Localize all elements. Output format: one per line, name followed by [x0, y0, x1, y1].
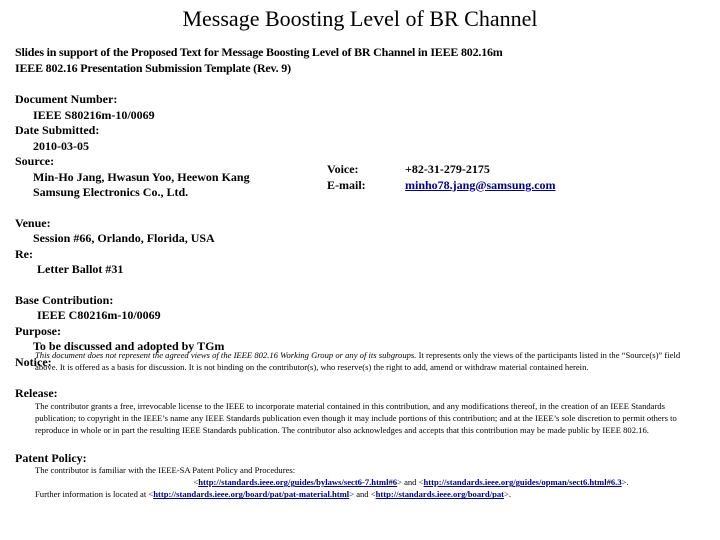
base-contribution-label: Base Contribution: — [15, 292, 114, 307]
purpose-label: Purpose: — [15, 323, 61, 338]
patent-bylaws-link[interactable]: http://standards.ieee.org/guides/bylaws/sect6-7.html#6 — [198, 477, 398, 488]
patent-board-link[interactable]: http://standards.ieee.org/board/pat — [375, 489, 505, 500]
page-title: Message Boosting Level of BR Channel — [182, 6, 538, 31]
patent-line-2: <http://standards.ieee.org/guides/bylaws/sect6-7.html#6> and <http://standards.ieee.org/guides/opman/sect6.html#6.3>. — [193, 477, 629, 488]
doc-number-value: IEEE S80216m-10/0069 — [33, 107, 155, 122]
re-value: Letter Ballot #31 — [37, 262, 124, 276]
notice-rest: It represents only the views of the participants listed in the “Source(s)” field above. It is offered as a basis for discussion. It is not binding on the contributor(s), who reserve(s) the right to add, amend or withdraw material contained herein. — [35, 350, 681, 373]
patent-text — [35, 464, 697, 501]
patent-further-text: Further information is located at < — [35, 489, 154, 500]
source-org: Samsung Electronics Co., Ltd. — [33, 185, 189, 199]
patent-end-2: >. — [504, 489, 512, 500]
base-contribution-value: IEEE C80216m-10/0069 — [37, 308, 161, 322]
contact-labels — [327, 162, 366, 193]
patent-line-3 — [35, 488, 697, 500]
purpose-value: To be discussed and adopted by TGm — [33, 339, 225, 353]
email-link[interactable]: minho78.jang@samsung.com — [405, 177, 556, 192]
notice-italic: This document does not represent the agreed views of the IEEE 802.16 Working Group or any of its subgroups. — [35, 350, 417, 360]
notice-label: Notice: — [15, 354, 52, 369]
voice-label: Voice: — [327, 162, 359, 176]
venue-label: Venue: — [15, 215, 51, 230]
doc-number-label: Document Number: — [15, 92, 118, 106]
release-label: Release: — [15, 386, 58, 400]
patent-line-1: The contributor is familiar with the IEEE-SA Patent Policy and Procedures: — [35, 465, 296, 475]
patent-opman-link[interactable]: http://standards.ieee.org/guides/opman/sect6.html#6.3 — [423, 477, 622, 488]
patent-material-link[interactable]: http://standards.ieee.org/board/pat/pat-material.html — [153, 489, 350, 500]
date-value: 2010-03-05 — [33, 138, 89, 153]
patent-label: Patent Policy: — [15, 451, 87, 465]
voice-value: +82-31-279-2175 — [405, 162, 490, 176]
email-label: E-mail: — [327, 177, 366, 192]
header-line-1: Slides in support of the Proposed Text for Message Boosting Level of BR Channel in IEEE 802.16m — [15, 45, 503, 59]
re-label: Re: — [15, 246, 33, 261]
document-info — [15, 92, 250, 370]
patent-end-1: >. — [621, 477, 629, 488]
notice-text — [35, 349, 697, 373]
venue-value: Session #66, Orlando, Florida, USA — [33, 231, 215, 245]
contact-values — [405, 162, 556, 193]
patent-sep-2: > and < — [349, 489, 376, 500]
patent-sep: > and < — [397, 477, 424, 488]
release-text: The contributor grants a free, irrevocable license to the IEEE to incorporate material contained in this contribution, and any modifications thereof, in the creation of an IEEE Standards publication; to copyright in the IEEE’s name any IEEE Standards publication even though it may include portions of this contribution; and at the IEEE’s sole discretion to permit others to reproduce in whole or in part the resulting IEEE Standards publication. The contributor also acknowledges and accepts that this contribution may be made public by IEEE 802.16. — [35, 401, 677, 436]
source-names: Min-Ho Jang, Hwasun Yoo, Heewon Kang — [33, 169, 250, 184]
source-label: Source: — [15, 154, 55, 168]
date-label: Date Submitted: — [15, 123, 100, 137]
header-line-2: IEEE 802.16 Presentation Submission Template (Rev. 9) — [15, 61, 291, 75]
header-block — [15, 44, 503, 76]
